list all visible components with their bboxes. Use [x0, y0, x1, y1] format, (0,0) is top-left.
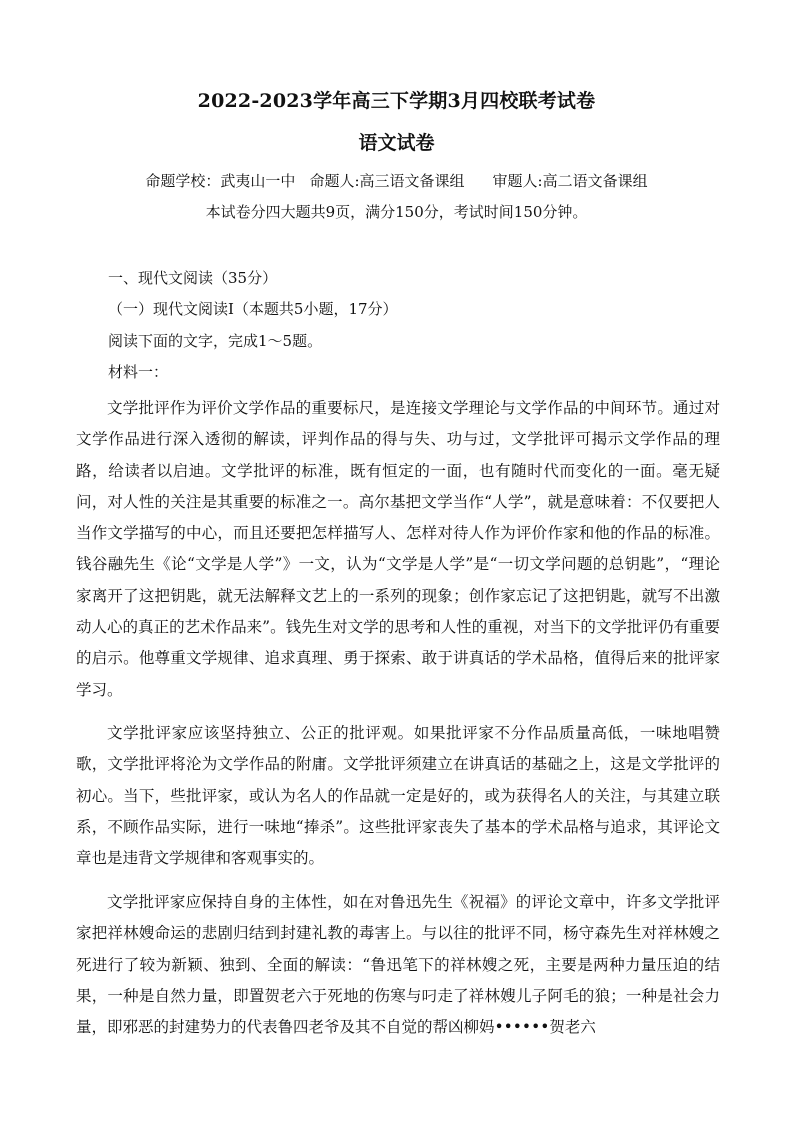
exam-authors [0, 170, 793, 191]
reviewer-label: 审题人: [492, 172, 543, 190]
reading-instruction: 阅读下面的文字，完成1～5题。 [108, 332, 323, 350]
material-label: 材料一： [108, 363, 169, 381]
school-name: 武夷山一中 [220, 172, 296, 190]
author-label: 命题人: [309, 172, 360, 190]
reviewer-name: 高二语文备课组 [542, 172, 648, 190]
author-name: 高三语文备课组 [359, 172, 465, 190]
subject-title: 语文试卷 [358, 132, 435, 154]
paragraph-1: 文学批评作为评价文学作品的重要标尺，是连接文学理论与文学作品的中间环节。通过对文学作品进行深入透彻的解读，评判作品的得与失、功与过，文学批评可揭示文学作品的理路，给读者以启迪。文学批评的标准，既有恒定的一面，也有随时代而变化的一面。毫无疑问，对人性的关注是其重要的标准之一。高尔基把文学当作“人学”，就是意味着：不仅要把人当作文学描写的中心，而且还要把怎样描写人、怎样对待人作为评价作家和他的作品的标准。钱谷融先生《论“文学是人学”》一文，认为“文学是人学”是“一切文学问题的总钥匙”，“理论家离开了这把钥匙，就无法解释文艺上的一系列的现象；创作家忘记了这把钥匙，就写不出激动人心的真正的艺术作品来”。钱先生对文学的思考和人性的重视，对当下的文学批评仍有重要的启示。他尊重文学规律、追求真理、勇于探索、敢于讲真话的学术品格，值得后来的批评家学习。 [76, 399, 720, 699]
section-heading: 一、现代文阅读（35分） [108, 269, 278, 287]
section-subheading: （一）现代文阅读Ⅰ（本题共5小题，17分） [108, 300, 398, 318]
school-label: 命题学校： [145, 172, 221, 190]
paragraph-3: 文学批评家应保持自身的主体性，如在对鲁迅先生《祝福》的评论文章中，许多文学批评家把祥林嫂命运的悲剧归结到封建礼教的毒害上。与以往的批评不同，杨守森先生对祥林嫂之死进行了较为新颖、独到、全面的解读：“鲁迅笔下的祥林嫂之死，主要是两种力量压迫的结果，一种是自然力量，即置贺老六于死地的伤寒与叼走了祥林嫂儿子阿毛的狼；一种是社会力量，即邪恶的封建势力的代表鲁四老爷及其不自觉的帮凶柳妈••••••贺老六 [76, 893, 720, 1037]
paragraph-2: 文学批评家应该坚持独立、公正的批评观。如果批评家不分作品质量高低，一味地唱赞歌，文学批评将沦为文学作品的附庸。文学批评须建立在讲真话的基础之上，这是文学批评的初心。当下，些批评家，或认为名人的作品就一定是好的，或为获得名人的关注，与其建立联系，不顾作品实际，进行一味地“捧杀”。这些批评家丧失了基本的学术品格与追求，其评论文章也是违背文学规律和客观事实的。 [76, 724, 720, 868]
exam-title: 2022-2023学年高三下学期3月四校联考试卷 [197, 90, 596, 112]
exam-info: 本试卷分四大题共9页，满分150分，考试时间150分钟。 [205, 203, 588, 221]
